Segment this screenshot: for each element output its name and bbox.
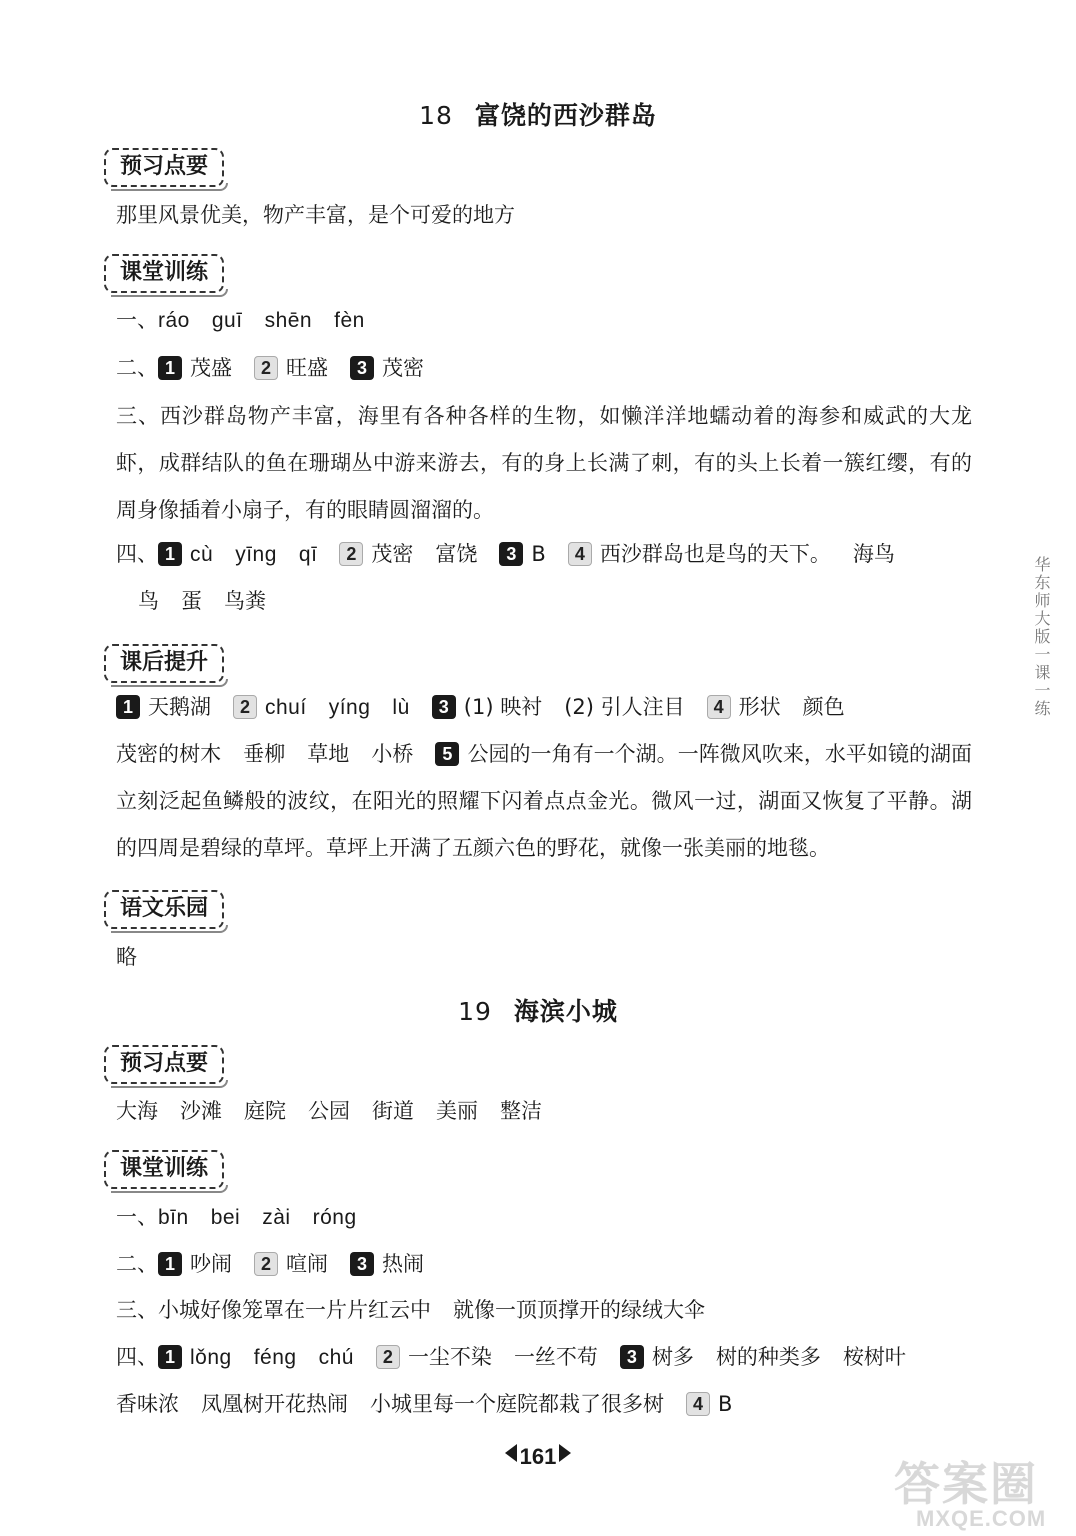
left-arrow-icon xyxy=(505,1444,517,1462)
question-1 xyxy=(116,1202,972,1233)
section-tag-extension: 课后提升 xyxy=(104,644,224,683)
page-number-value: 161 xyxy=(519,1444,557,1469)
answer: 草地 xyxy=(307,742,350,766)
answer: 垂柳 xyxy=(243,742,286,766)
word: 庭院 xyxy=(244,1099,286,1123)
question-label: 四、 xyxy=(116,1345,158,1369)
number-badge: 2 xyxy=(254,356,278,380)
question-2 xyxy=(116,353,972,383)
answer: 树的种类多 xyxy=(715,1345,821,1369)
word: 公园 xyxy=(308,1099,350,1123)
garden-answer: 略 xyxy=(116,945,137,969)
watermark xyxy=(894,1460,1070,1530)
pinyin: guī xyxy=(211,309,243,332)
question-3 xyxy=(116,393,972,534)
answer: 小桥 xyxy=(371,742,414,766)
question-label: 三、 xyxy=(116,404,160,428)
side-series-label: 华东师大版一课一练 xyxy=(1032,556,1051,718)
number-badge: 5 xyxy=(435,742,459,766)
answer: 旺盛 xyxy=(286,356,328,380)
answer: 茂密 xyxy=(382,356,424,380)
number-badge: 1 xyxy=(158,1252,182,1276)
answer: 鸟粪 xyxy=(224,589,266,613)
question-label: 一、 xyxy=(116,308,158,332)
answer: 一尘不染 xyxy=(407,1345,492,1369)
section-tag-classwork: 课堂训练 xyxy=(104,1150,224,1189)
word: 大海 xyxy=(116,1099,158,1123)
question-label: 一、 xyxy=(116,1205,158,1229)
lesson-number: 18 xyxy=(419,101,453,130)
answer: 西沙群岛也是鸟的天下。 xyxy=(599,542,831,566)
answer: 茂盛 xyxy=(190,356,232,380)
number-badge: 3 xyxy=(620,1345,644,1369)
number-badge: 2 xyxy=(376,1345,400,1369)
right-arrow-icon xyxy=(559,1444,571,1462)
answer: 小城好像笼罩在一片片红云中 xyxy=(158,1298,431,1322)
word: 街道 xyxy=(372,1099,414,1123)
answer: 茂密 xyxy=(371,542,414,566)
answer: 吵闹 xyxy=(190,1252,232,1276)
pinyin: shēn xyxy=(264,309,313,332)
number-badge: 3 xyxy=(432,695,456,719)
pinyin: bīn xyxy=(158,1206,189,1229)
word: 沙滩 xyxy=(180,1099,222,1123)
question-label: 二、 xyxy=(116,1252,158,1276)
section-tag-garden: 语文乐园 xyxy=(104,890,224,929)
number-badge: 3 xyxy=(350,1252,374,1276)
lesson-19-title xyxy=(0,992,1076,1028)
watermark-logo: 答案圈 xyxy=(894,1458,1038,1510)
answer: 形状 xyxy=(738,695,781,719)
pinyin: zài xyxy=(262,1206,291,1229)
answer: 天鹅湖 xyxy=(148,695,211,719)
question-label: 四、 xyxy=(116,542,158,566)
pinyin: chuí xyxy=(265,696,307,719)
word: 美丽 xyxy=(436,1099,478,1123)
pinyin: chú xyxy=(318,1346,354,1369)
question-3 xyxy=(116,1295,972,1325)
pinyin: fèn xyxy=(334,309,365,332)
answer: (1) 映衬 xyxy=(463,695,543,719)
answer: 热闹 xyxy=(382,1252,424,1276)
pinyin: bei xyxy=(210,1206,241,1229)
word: 整洁 xyxy=(500,1099,542,1123)
answer: 鸟 xyxy=(138,589,159,613)
answer: B xyxy=(718,1392,733,1416)
number-badge: 1 xyxy=(158,542,182,566)
number-badge: 2 xyxy=(339,542,363,566)
pinyin: róng xyxy=(312,1206,357,1229)
answer: 就像一顶顶撑开的绿绒大伞 xyxy=(453,1298,705,1322)
answer: 富饶 xyxy=(435,542,478,566)
answer: (2) 引人注目 xyxy=(564,695,685,719)
pinyin: lǒng xyxy=(190,1346,232,1369)
lesson-18-title xyxy=(0,96,1076,132)
section-tag-preview: 预习点要 xyxy=(104,148,224,187)
answer-text: 西沙群岛物产丰富，海里有各种各样的生物，如懒洋洋地蠕动着的海参和威武的大龙虾，成群结队的鱼在珊瑚丛中游来游去，有的身上长满了刺，有的头上长着一簇红缨，有的周身像插着小扇子，有的眼睛圆溜溜的。 xyxy=(116,404,973,522)
pinyin: yīng xyxy=(235,543,277,566)
lesson-number: 19 xyxy=(458,997,492,1026)
answer: 颜色 xyxy=(802,695,845,719)
answer-text: 公园的一角有一个湖。一阵微风吹来，水平如镜的湖面立刻泛起鱼鳞般的波纹，在阳光的照耀下闪着点点金光。微风一过，湖面又恢复了平静。湖的四周是碧绿的草坪。草坪上开满了五颜六色的野花，就像一张美丽的地毯。 xyxy=(116,742,973,860)
number-badge: 1 xyxy=(116,695,140,719)
number-badge: 3 xyxy=(499,542,523,566)
answer: 小城里每一个庭院都栽了很多树 xyxy=(370,1392,664,1416)
answer: 一丝不苟 xyxy=(513,1345,598,1369)
question-4 xyxy=(116,531,972,625)
answer: 香味浓 xyxy=(116,1392,179,1416)
number-badge: 2 xyxy=(254,1252,278,1276)
pinyin: cù xyxy=(190,543,214,566)
answer: 喧闹 xyxy=(286,1252,328,1276)
answer: B xyxy=(531,542,546,566)
pinyin: féng xyxy=(253,1346,297,1369)
question-1 xyxy=(116,305,972,336)
watermark-url: MXQE.COM xyxy=(916,1506,1047,1531)
pinyin: ráo xyxy=(158,309,190,332)
lesson-name: 海滨小城 xyxy=(513,997,618,1026)
number-badge: 4 xyxy=(707,695,731,719)
question-4 xyxy=(116,1334,972,1428)
section-tag-preview: 预习点要 xyxy=(104,1045,224,1084)
lesson-name: 富饶的西沙群岛 xyxy=(474,101,657,130)
preview-words xyxy=(116,1096,972,1126)
number-badge: 1 xyxy=(158,356,182,380)
answer: 茂密的树木 xyxy=(116,742,222,766)
answer: 蛋 xyxy=(181,589,202,613)
question-label: 三、 xyxy=(116,1298,158,1322)
number-badge: 4 xyxy=(686,1392,710,1416)
number-badge: 1 xyxy=(158,1345,182,1369)
answer: 桉树叶 xyxy=(842,1345,906,1369)
question-2 xyxy=(116,1249,972,1279)
number-badge: 3 xyxy=(350,356,374,380)
number-badge: 2 xyxy=(233,695,257,719)
pinyin: lù xyxy=(392,696,410,719)
answer: 树多 xyxy=(651,1345,694,1369)
answer: 凤凰树开花热闹 xyxy=(201,1392,348,1416)
extension-answers xyxy=(116,684,972,872)
pinyin: qī xyxy=(298,543,318,566)
section-tag-classwork: 课堂训练 xyxy=(104,254,224,293)
number-badge: 4 xyxy=(568,542,592,566)
pinyin: yíng xyxy=(328,696,371,719)
answer: 海鸟 xyxy=(852,542,895,566)
preview-answer: 那里风景优美，物产丰富，是个可爱的地方 xyxy=(116,203,515,227)
question-label: 二、 xyxy=(116,356,158,380)
